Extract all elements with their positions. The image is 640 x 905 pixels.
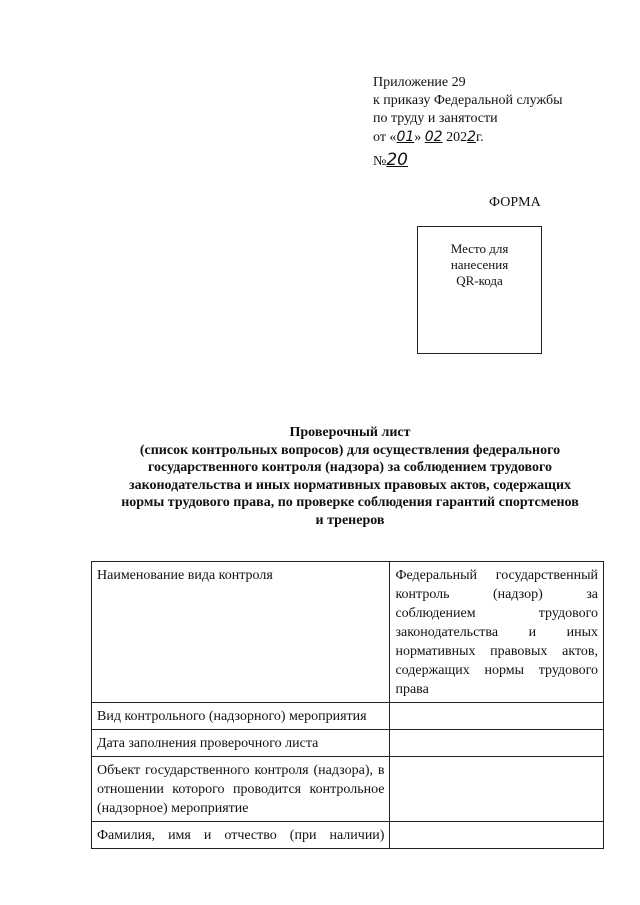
row-label: Фамилия, имя и отчество (при наличии) bbox=[92, 822, 390, 849]
title-line3: государственного контроля (надзора) за соблюдением трудового bbox=[148, 460, 552, 476]
qr-placeholder-text bbox=[418, 241, 541, 289]
date-year-prefix: 202 bbox=[442, 130, 468, 145]
qr-text-line1: Место для bbox=[450, 241, 509, 256]
document-title bbox=[90, 424, 610, 530]
annex-title: Приложение 29 bbox=[373, 75, 466, 90]
annex-header bbox=[373, 74, 562, 171]
row-value bbox=[390, 757, 604, 822]
row-value bbox=[390, 822, 604, 849]
number-prefix: № bbox=[373, 154, 387, 169]
qr-text-line2: нанесения bbox=[450, 257, 509, 272]
row-label: Вид контрольного (надзорного) мероприятия bbox=[92, 703, 390, 730]
qr-text-line3: QR-кода bbox=[456, 273, 503, 288]
row-value bbox=[390, 703, 604, 730]
row-label: Объект государственного контроля (надзора), в отношении которого проводится контрольное (надзорное) мероприятие bbox=[92, 757, 390, 822]
date-prefix: от « bbox=[373, 130, 397, 145]
number-value: 20 bbox=[386, 150, 408, 170]
annex-date bbox=[373, 128, 562, 147]
table-row bbox=[92, 703, 604, 730]
table-row bbox=[92, 822, 604, 849]
row-label: Наименование вида контроля bbox=[92, 562, 390, 703]
table-row bbox=[92, 562, 604, 703]
table-row bbox=[92, 730, 604, 757]
date-month: 02 bbox=[424, 129, 443, 145]
date-mid: » bbox=[414, 130, 425, 145]
date-year-digit: 2 bbox=[467, 129, 477, 145]
annex-order-line: к приказу Федеральной службы bbox=[373, 93, 563, 108]
date-suffix: г. bbox=[476, 130, 484, 145]
title-line5: нормы трудового права, по проверке соблюдения гарантий спортсменов bbox=[121, 495, 579, 511]
table-row bbox=[92, 757, 604, 822]
row-value bbox=[390, 730, 604, 757]
row-value: Федеральный государственный контроль (надзор) за соблюдением трудового законодательства и иных нормативных правовых актов, содержащих нормы трудового права bbox=[390, 562, 604, 703]
title-line4: законодательства и иных нормативных правовых актов, содержащих bbox=[128, 477, 572, 493]
qr-code-placeholder bbox=[417, 226, 542, 354]
row-label: Дата заполнения проверочного листа bbox=[92, 730, 390, 757]
annex-number bbox=[373, 151, 562, 171]
form-label: ФОРМА bbox=[489, 195, 541, 210]
date-day: 01 bbox=[396, 129, 415, 145]
title-line2: (список контрольных вопросов) для осуществления федерального bbox=[139, 442, 561, 458]
title-line1: Проверочный лист bbox=[289, 425, 411, 440]
annex-agency-line: по труду и занятости bbox=[373, 111, 498, 126]
title-line6: и тренеров bbox=[315, 512, 385, 528]
inspection-table bbox=[91, 561, 604, 849]
